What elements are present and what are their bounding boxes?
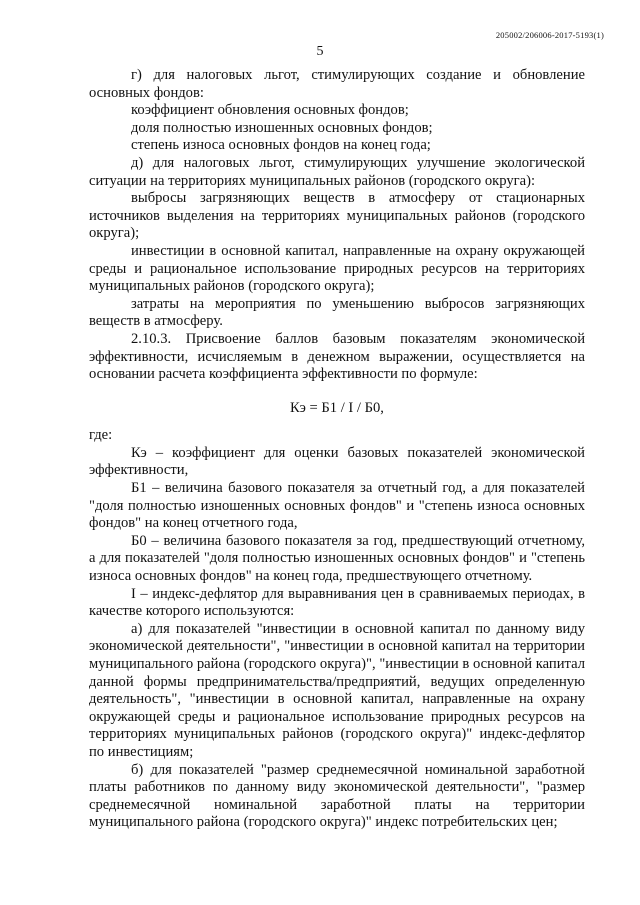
definition-item-a: а) для показателей "инвестиции в основной капитал по данному виду экономической деятельности", "инвестиции в основной капитал на территории муниципального района (городского округа)", "инвестиции в основной капитал данной формы предпринимательства/предприятий, ведущих определенную деятельность", "инвестиции в основной капитал, направленные на охрану окружающей среды и рациональное использование природных ресурсов на территориях муниципальных районов (городского округа)" индекс-дефлятор по инвестициям;: [89, 620, 585, 760]
definition-b0: Б0 – величина базового показателя за год, предшествующий отчетному, а для показателей "доля полностью изношенных основных фондов" и "степень износа основных фондов" на конец года, предшествующего отчетному.: [89, 532, 585, 585]
where-label: где:: [89, 427, 113, 444]
definition-b1: Б1 – величина базового показателя за отчетный год, а для показателей "доля полностью изношенных основных фондов" и "степень износа основных фондов" на конец отчетного года,: [89, 480, 585, 532]
paragraph: затраты на мероприятия по уменьшению выбросов загрязняющих веществ в атмосферу.: [89, 295, 585, 330]
paragraph: коэффициент обновления основных фондов;: [131, 102, 409, 119]
definition-k: Кэ – коэффициент для оценки базовых показателей экономической эффективности,: [89, 444, 585, 479]
definition-item-b: б) для показателей "размер среднемесячной номинальной заработной платы работников по данному виду экономической деятельности", "размер среднемесячной номинальной заработной платы на территории муниципального района (городского округа)" индекс потребительских цен;: [89, 761, 585, 831]
efficiency-formula: Кэ = Б1 / I / Б0,: [290, 399, 384, 416]
paragraph: доля полностью изношенных основных фондов;: [131, 119, 433, 136]
paragraph: инвестиции в основной капитал, направленные на охрану окружающей среды и рациональное использование природных ресурсов на территориях муниципальных районов (городского округа);: [89, 242, 585, 295]
document-number: 205002/206006-2017-5193(1): [495, 30, 604, 40]
paragraph: г) для налоговых льгот, стимулирующих создание и обновление основных фондов:: [89, 67, 585, 101]
document-body: [89, 67, 585, 832]
page-number: 5: [316, 44, 324, 59]
paragraph: д) для налоговых льгот, стимулирующих улучшение экологической ситуации на территориях муниципальных районов (городского округа):: [89, 154, 585, 189]
paragraph: выбросы загрязняющих веществ в атмосферу от стационарных источников выделения на территориях муниципальных районов (городского округа);: [89, 190, 585, 242]
definition-i: I – индекс-дефлятор для выравнивания цен в сравниваемых периодах, в качестве которого используются:: [89, 585, 585, 620]
paragraph: 2.10.3. Присвоение баллов базовым показателям экономической эффективности, исчисляемым в денежном выражении, осуществляется на основании расчета коэффициента эффективности по формуле:: [89, 330, 585, 383]
paragraph: степень износа основных фондов на конец года;: [131, 137, 431, 154]
